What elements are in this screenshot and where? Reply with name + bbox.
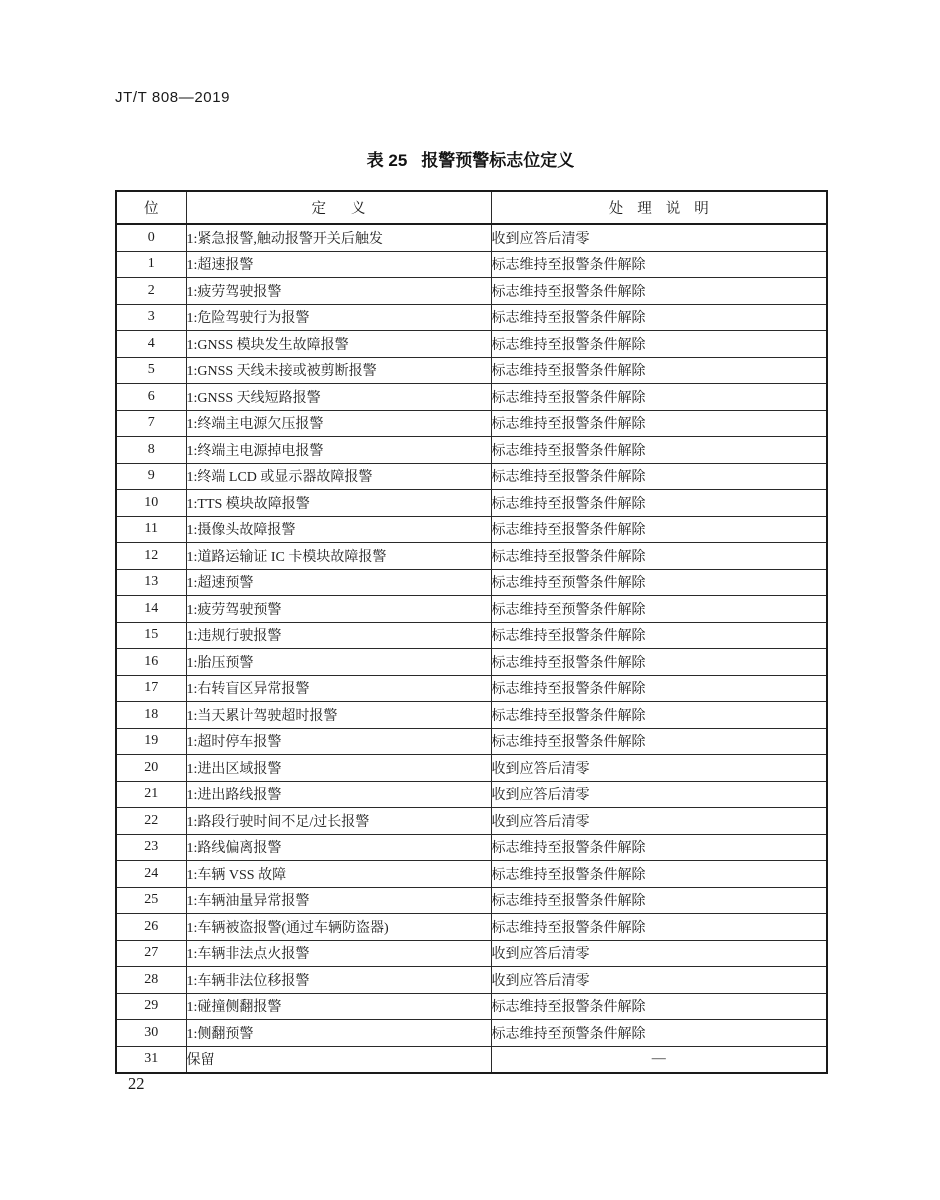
table-row — [116, 463, 827, 490]
action-cell: 标志维持至报警条件解除 — [491, 384, 827, 411]
table-row — [116, 914, 827, 941]
bit-cell: 8 — [116, 437, 186, 464]
action-cell: 标志维持至报警条件解除 — [491, 463, 827, 490]
action-cell: 标志维持至报警条件解除 — [491, 278, 827, 305]
definition-cell: 1:摄像头故障报警 — [186, 516, 491, 543]
definition-cell: 1:终端主电源欠压报警 — [186, 410, 491, 437]
table-row — [116, 437, 827, 464]
action-cell: 标志维持至报警条件解除 — [491, 649, 827, 676]
definition-cell: 1:紧急报警,触动报警开关后触发 — [186, 224, 491, 251]
definition-cell: 1:超速报警 — [186, 251, 491, 278]
bit-cell: 10 — [116, 490, 186, 517]
doc-number: JT/T 808—2019 — [115, 89, 231, 106]
table-caption-title: 报警预警标志位定义 — [421, 151, 575, 170]
definition-cell: 1:进出路线报警 — [186, 781, 491, 808]
table-body — [116, 224, 827, 1073]
bit-cell: 13 — [116, 569, 186, 596]
table-row — [116, 861, 827, 888]
bit-cell: 23 — [116, 834, 186, 861]
bit-cell: 31 — [116, 1046, 186, 1073]
bit-cell: 12 — [116, 543, 186, 570]
bit-cell: 11 — [116, 516, 186, 543]
definition-cell: 1:超时停车报警 — [186, 728, 491, 755]
action-cell: 标志维持至报警条件解除 — [491, 914, 827, 941]
action-cell: 收到应答后清零 — [491, 781, 827, 808]
table-row — [116, 967, 827, 994]
bit-cell: 29 — [116, 993, 186, 1020]
table-row — [116, 490, 827, 517]
definition-cell: 1:终端主电源掉电报警 — [186, 437, 491, 464]
table-row — [116, 622, 827, 649]
definition-cell: 1:道路运输证 IC 卡模块故障报警 — [186, 543, 491, 570]
action-cell: 标志维持至报警条件解除 — [491, 251, 827, 278]
bit-cell: 9 — [116, 463, 186, 490]
bit-cell: 3 — [116, 304, 186, 331]
bit-cell: 21 — [116, 781, 186, 808]
table-row — [116, 940, 827, 967]
action-cell: 标志维持至报警条件解除 — [491, 437, 827, 464]
definition-cell: 1:车辆油量异常报警 — [186, 887, 491, 914]
table-row — [116, 887, 827, 914]
bit-cell: 14 — [116, 596, 186, 623]
bit-cell: 0 — [116, 224, 186, 251]
definition-cell: 1:路段行驶时间不足/过长报警 — [186, 808, 491, 835]
bit-cell: 30 — [116, 1020, 186, 1047]
definition-cell: 1:危险驾驶行为报警 — [186, 304, 491, 331]
action-cell: 标志维持至报警条件解除 — [491, 516, 827, 543]
table-row — [116, 543, 827, 570]
definition-cell: 1:终端 LCD 或显示器故障报警 — [186, 463, 491, 490]
definition-cell: 1:右转盲区异常报警 — [186, 675, 491, 702]
action-cell: — — [491, 1046, 827, 1073]
table-row — [116, 596, 827, 623]
bit-cell: 4 — [116, 331, 186, 358]
action-cell: 标志维持至预警条件解除 — [491, 569, 827, 596]
bit-cell: 19 — [116, 728, 186, 755]
table-row — [116, 224, 827, 251]
definition-cell: 1:胎压预警 — [186, 649, 491, 676]
action-cell: 标志维持至报警条件解除 — [491, 543, 827, 570]
action-cell: 标志维持至报警条件解除 — [491, 728, 827, 755]
bit-cell: 22 — [116, 808, 186, 835]
definition-cell: 1:车辆 VSS 故障 — [186, 861, 491, 888]
bit-cell: 6 — [116, 384, 186, 411]
table-row — [116, 781, 827, 808]
action-cell: 标志维持至报警条件解除 — [491, 490, 827, 517]
bit-cell: 15 — [116, 622, 186, 649]
table-row — [116, 1020, 827, 1047]
table-row — [116, 357, 827, 384]
bit-cell: 5 — [116, 357, 186, 384]
definition-cell: 1:车辆非法点火报警 — [186, 940, 491, 967]
definition-cell: 保留 — [186, 1046, 491, 1073]
bit-cell: 26 — [116, 914, 186, 941]
definition-cell: 1:碰撞侧翻报警 — [186, 993, 491, 1020]
action-cell: 标志维持至报警条件解除 — [491, 410, 827, 437]
alarm-flag-table — [115, 190, 828, 1074]
definition-cell: 1:进出区域报警 — [186, 755, 491, 782]
table-row — [116, 278, 827, 305]
table-row — [116, 331, 827, 358]
action-cell: 标志维持至报警条件解除 — [491, 357, 827, 384]
definition-cell: 1:疲劳驾驶预警 — [186, 596, 491, 623]
table-row — [116, 755, 827, 782]
action-cell: 收到应答后清零 — [491, 808, 827, 835]
table-row — [116, 251, 827, 278]
table-row — [116, 808, 827, 835]
definition-cell: 1:车辆非法位移报警 — [186, 967, 491, 994]
table-row — [116, 728, 827, 755]
action-cell: 标志维持至报警条件解除 — [491, 331, 827, 358]
definition-cell: 1:疲劳驾驶报警 — [186, 278, 491, 305]
definition-cell: 1:GNSS 模块发生故障报警 — [186, 331, 491, 358]
action-cell: 收到应答后清零 — [491, 224, 827, 251]
table-row — [116, 410, 827, 437]
table-row — [116, 384, 827, 411]
table-row — [116, 1046, 827, 1073]
action-cell: 标志维持至报警条件解除 — [491, 861, 827, 888]
definition-cell: 1:GNSS 天线未接或被剪断报警 — [186, 357, 491, 384]
action-cell: 收到应答后清零 — [491, 967, 827, 994]
header-definition — [186, 191, 491, 224]
header-action-label: 处理说明 — [608, 201, 723, 217]
action-cell: 标志维持至预警条件解除 — [491, 1020, 827, 1047]
definition-cell: 1:侧翻预警 — [186, 1020, 491, 1047]
definition-cell: 1:TTS 模块故障报警 — [186, 490, 491, 517]
bit-cell: 20 — [116, 755, 186, 782]
bit-cell: 24 — [116, 861, 186, 888]
action-cell: 标志维持至预警条件解除 — [491, 596, 827, 623]
table-row — [116, 675, 827, 702]
table-row — [116, 516, 827, 543]
bit-cell: 16 — [116, 649, 186, 676]
table-row — [116, 649, 827, 676]
definition-cell: 1:当天累计驾驶超时报警 — [186, 702, 491, 729]
action-cell: 收到应答后清零 — [491, 940, 827, 967]
action-cell: 标志维持至报警条件解除 — [491, 887, 827, 914]
bit-cell: 18 — [116, 702, 186, 729]
action-cell: 标志维持至报警条件解除 — [491, 675, 827, 702]
table-caption — [115, 146, 826, 171]
action-cell: 标志维持至报警条件解除 — [491, 993, 827, 1020]
bit-cell: 27 — [116, 940, 186, 967]
action-cell: 标志维持至报警条件解除 — [491, 304, 827, 331]
page-number: 22 — [128, 1074, 145, 1093]
table-row — [116, 569, 827, 596]
definition-cell: 1:违规行驶报警 — [186, 622, 491, 649]
definition-cell: 1:超速预警 — [186, 569, 491, 596]
bit-cell: 2 — [116, 278, 186, 305]
bit-cell: 25 — [116, 887, 186, 914]
table-header — [116, 191, 827, 224]
table-caption-label: 表 25 — [366, 151, 408, 170]
action-cell: 收到应答后清零 — [491, 755, 827, 782]
header-bit: 位 — [116, 191, 186, 224]
action-cell: 标志维持至报警条件解除 — [491, 622, 827, 649]
bit-cell: 17 — [116, 675, 186, 702]
definition-cell: 1:GNSS 天线短路报警 — [186, 384, 491, 411]
action-cell: 标志维持至报警条件解除 — [491, 702, 827, 729]
action-cell: 标志维持至报警条件解除 — [491, 834, 827, 861]
bit-cell: 7 — [116, 410, 186, 437]
header-row — [116, 191, 827, 224]
definition-cell: 1:路线偏离报警 — [186, 834, 491, 861]
table-row — [116, 702, 827, 729]
definition-cell: 1:车辆被盗报警(通过车辆防盗器) — [186, 914, 491, 941]
header-action — [491, 191, 827, 224]
table-row — [116, 993, 827, 1020]
table-row — [116, 304, 827, 331]
bit-cell: 28 — [116, 967, 186, 994]
bit-cell: 1 — [116, 251, 186, 278]
header-definition-label: 定义 — [311, 201, 391, 217]
table-row — [116, 834, 827, 861]
